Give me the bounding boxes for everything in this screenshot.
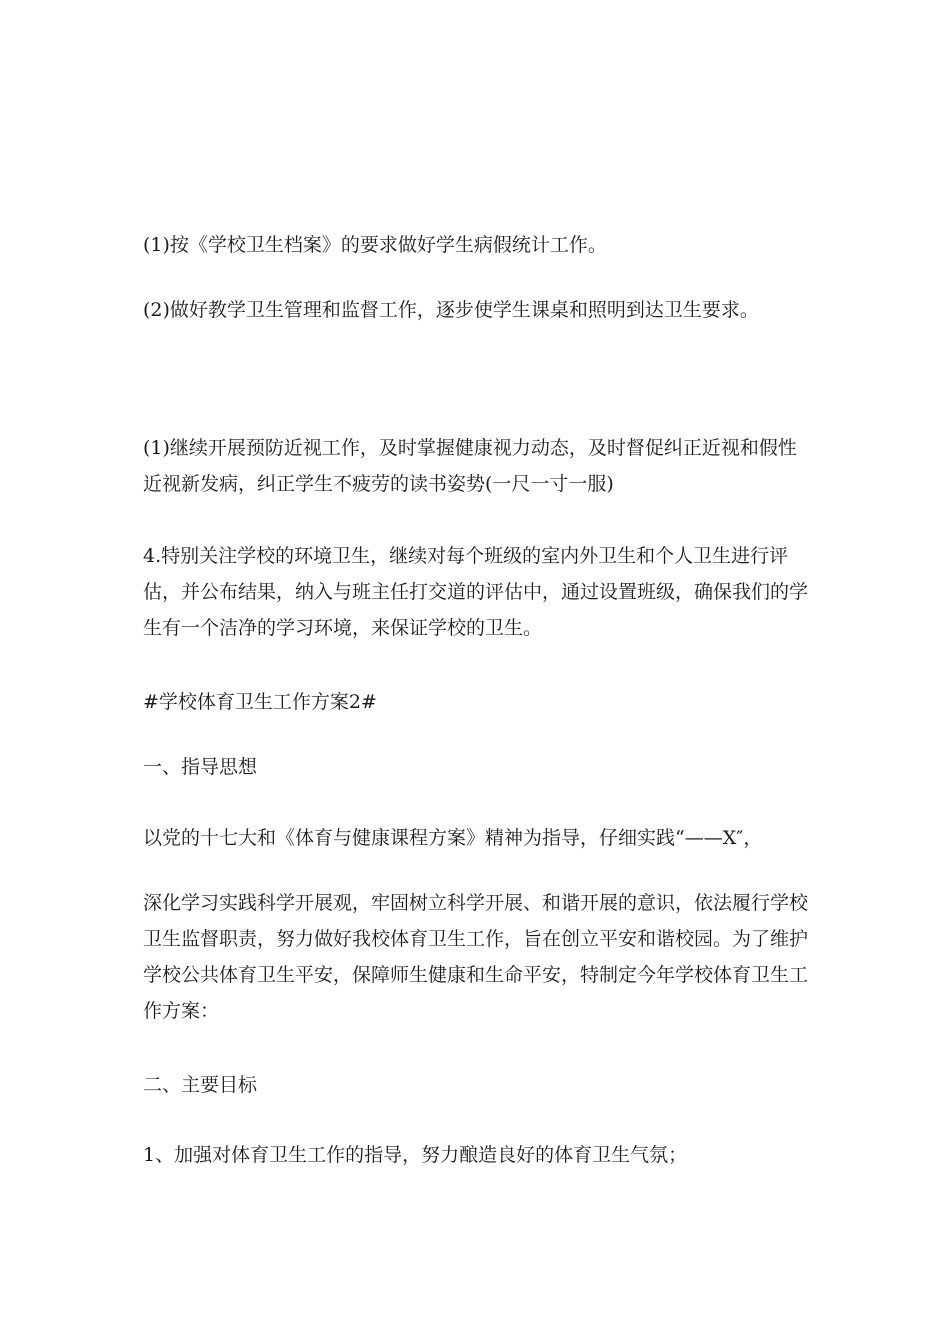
paragraph-sick-leave-statistics: (1)按《学校卫生档案》的要求做好学生病假统计工作。 bbox=[143, 234, 607, 256]
paragraph-guidance: 以党的十七大和《体育与健康课程方案》精神为指导，仔细实践“——X″， bbox=[143, 827, 763, 849]
paragraph-goal-1: 1、加强对体育卫生工作的指导，努力酿造良好的体育卫生气氛； bbox=[143, 1144, 688, 1166]
heading-guiding-ideology: 一、指导思想 bbox=[143, 756, 258, 778]
paragraph-environment-hygiene: 4.特别关注学校的环境卫生，继续对每个班级的室内外卫生和个人卫生进行评估，并公布结果，纳入与班主任打交道的评估中，通过设置班级，确保我们的学生有一个洁净的学习环境，来保证学校的卫生。 bbox=[143, 545, 809, 639]
heading-main-goals: 二、主要目标 bbox=[143, 1074, 258, 1096]
paragraph-deepen-study: 深化学习实践科学开展观，牢固树立科学开展、和谐开展的意识，依法履行学校卫生监督职责，努力做好我校体育卫生工作，旨在创立平安和谐校园。为了维护学校公共体育卫生平安，保障师生健康和生命平安，特制定今年学校体育卫生工作方案： bbox=[143, 892, 809, 1022]
paragraph-myopia-prevention: (1)继续开展预防近视工作，及时掌握健康视力动态，及时督促纠正近视和假性近视新发病，纠正学生不疲劳的读书姿势(一尺一寸一服) bbox=[143, 437, 797, 495]
paragraph-teaching-hygiene: (2)做好教学卫生管理和监督工作，逐步使学生课桌和照明到达卫生要求。 bbox=[143, 299, 759, 321]
section-title-plan-2: #学校体育卫生工作方案2# bbox=[143, 691, 377, 713]
